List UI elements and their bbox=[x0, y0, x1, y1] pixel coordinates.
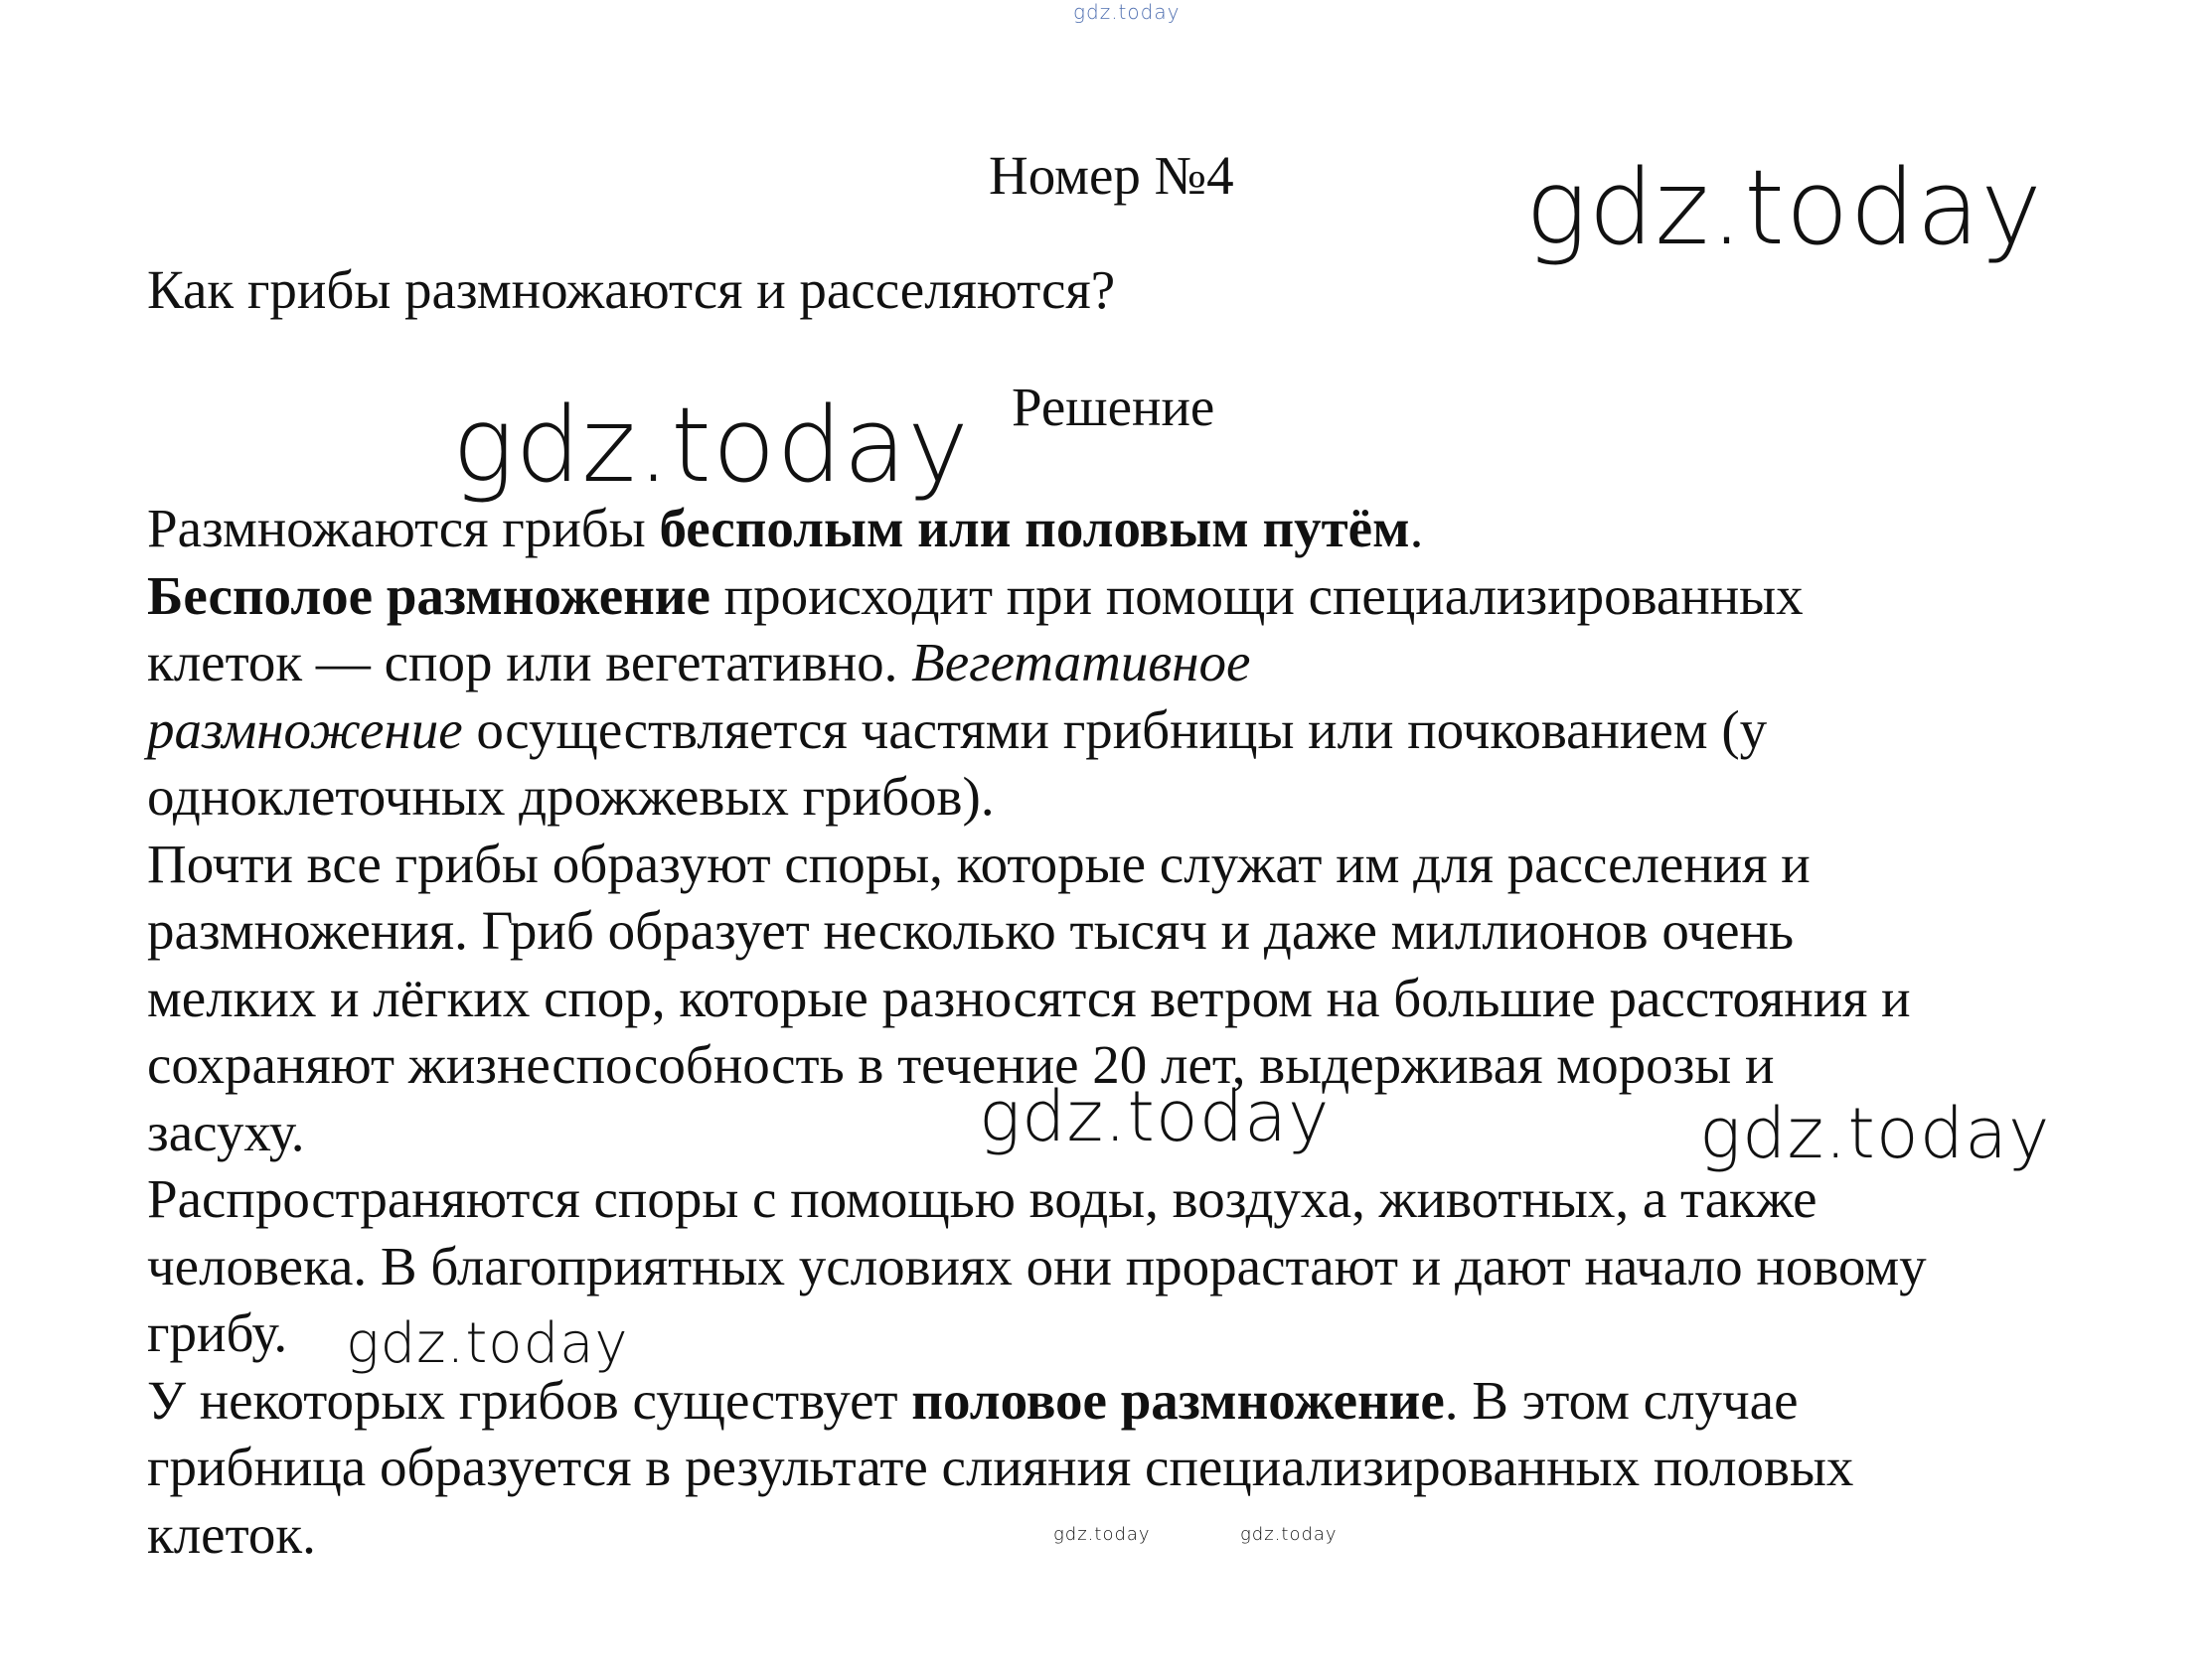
paragraph-3-line: Почти все грибы образуют споры, которые служат им для расселения и bbox=[147, 833, 1811, 894]
paragraph-3-line: засуху. bbox=[147, 1101, 305, 1162]
italic-run: размножение bbox=[147, 698, 463, 760]
bold-run: бесполым или половым путём bbox=[659, 498, 1410, 558]
watermark-large: gdz.today bbox=[1525, 147, 2043, 268]
paragraph-3-line: мелких и лёгких спор, которые разносятся ветром на большие расстояния и bbox=[147, 967, 1911, 1028]
paragraph-5-line: клеток. bbox=[147, 1503, 316, 1565]
text-run: Размножаются грибы bbox=[147, 498, 660, 558]
paragraph-2-line bbox=[147, 629, 2125, 696]
bold-run: половое размножение bbox=[911, 1369, 1445, 1431]
paragraph-2-line: одноклеточных дрожжевых грибов). bbox=[147, 766, 995, 827]
watermark-medium: gdz.today bbox=[346, 1311, 629, 1376]
text-run: происходит при помощи специализированных bbox=[710, 564, 1804, 626]
paragraph-2-line bbox=[147, 562, 2125, 630]
text-run: . В этом случае bbox=[1444, 1369, 1799, 1431]
paragraph-4-line: человека. В благоприятных условиях они прорастают и дают начало новому bbox=[147, 1235, 1927, 1296]
text-run: клеток — спор или вегетативно. bbox=[147, 632, 912, 692]
paragraph-5-line: грибница образуется в результате слияния специализированных половых bbox=[147, 1437, 1854, 1497]
paragraph-3-line: сохраняют жизнеспособность в течение 20 лет, выдерживая морозы и bbox=[147, 1034, 1775, 1095]
text-run: У некоторых грибов существует bbox=[147, 1369, 912, 1431]
text-run: осуществляется частями грибницы или почкованием (у bbox=[462, 698, 1768, 760]
page-title: Номер №4 bbox=[989, 145, 1234, 206]
text-run: . bbox=[1409, 498, 1424, 558]
watermark-small: gdz.today bbox=[1053, 1524, 1151, 1545]
bold-run: Бесполое размножение bbox=[147, 564, 711, 626]
watermark-small: gdz.today bbox=[1240, 1524, 1338, 1545]
watermark-medium: gdz.today bbox=[979, 1076, 1331, 1157]
watermark-top: gdz.today bbox=[1073, 0, 1181, 24]
paragraph-1 bbox=[147, 495, 2125, 562]
answer-body bbox=[147, 495, 2125, 1568]
paragraph-5-line bbox=[147, 1367, 2125, 1435]
paragraph-4-line: грибу. bbox=[147, 1302, 288, 1363]
question-text: Как грибы размножаются и расселяются? bbox=[147, 259, 1116, 320]
paragraph-2-line bbox=[147, 696, 2125, 764]
watermark-large: gdz.today bbox=[452, 384, 970, 506]
watermark-medium: gdz.today bbox=[1699, 1093, 2051, 1174]
paragraph-3-line: размножения. Гриб образует несколько тысяч и даже миллионов очень bbox=[147, 900, 1795, 961]
italic-run: Вегетативное bbox=[911, 632, 1251, 692]
solution-label: Решение bbox=[1012, 377, 1215, 437]
paragraph-4-line: Распространяются споры с помощью воды, воздуха, животных, а также bbox=[147, 1168, 1817, 1229]
